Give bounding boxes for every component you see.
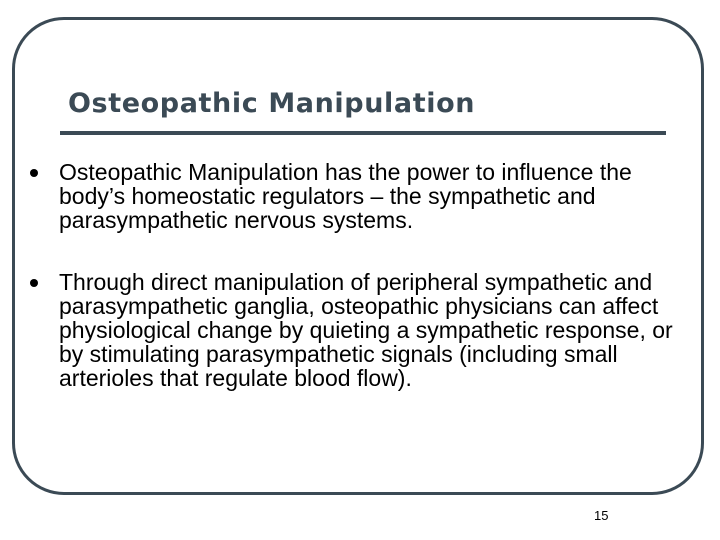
slide-title: Osteopathic Manipulation [68,88,476,119]
bullet-list [30,160,690,390]
bullet-text: Through direct manipulation of peripheral sympathetic and parasympathetic ganglia, osteopathic physicians can affect physiological change by quieting a sympathetic response, or by stimulating parasympathetic signals (including small arterioles that regulate blood flow). [59,269,673,391]
title-underline [60,131,666,135]
bullet-dot-icon [30,169,38,177]
page-number: 15 [594,508,609,523]
bullet-text: Osteopathic Manipulation has the power to influence the body’s homeostatic regulators – the sympathetic and parasympathetic nervous systems. [59,159,632,233]
bullet-item [30,160,690,232]
bullet-dot-icon [30,279,38,287]
bullet-item [30,270,690,390]
